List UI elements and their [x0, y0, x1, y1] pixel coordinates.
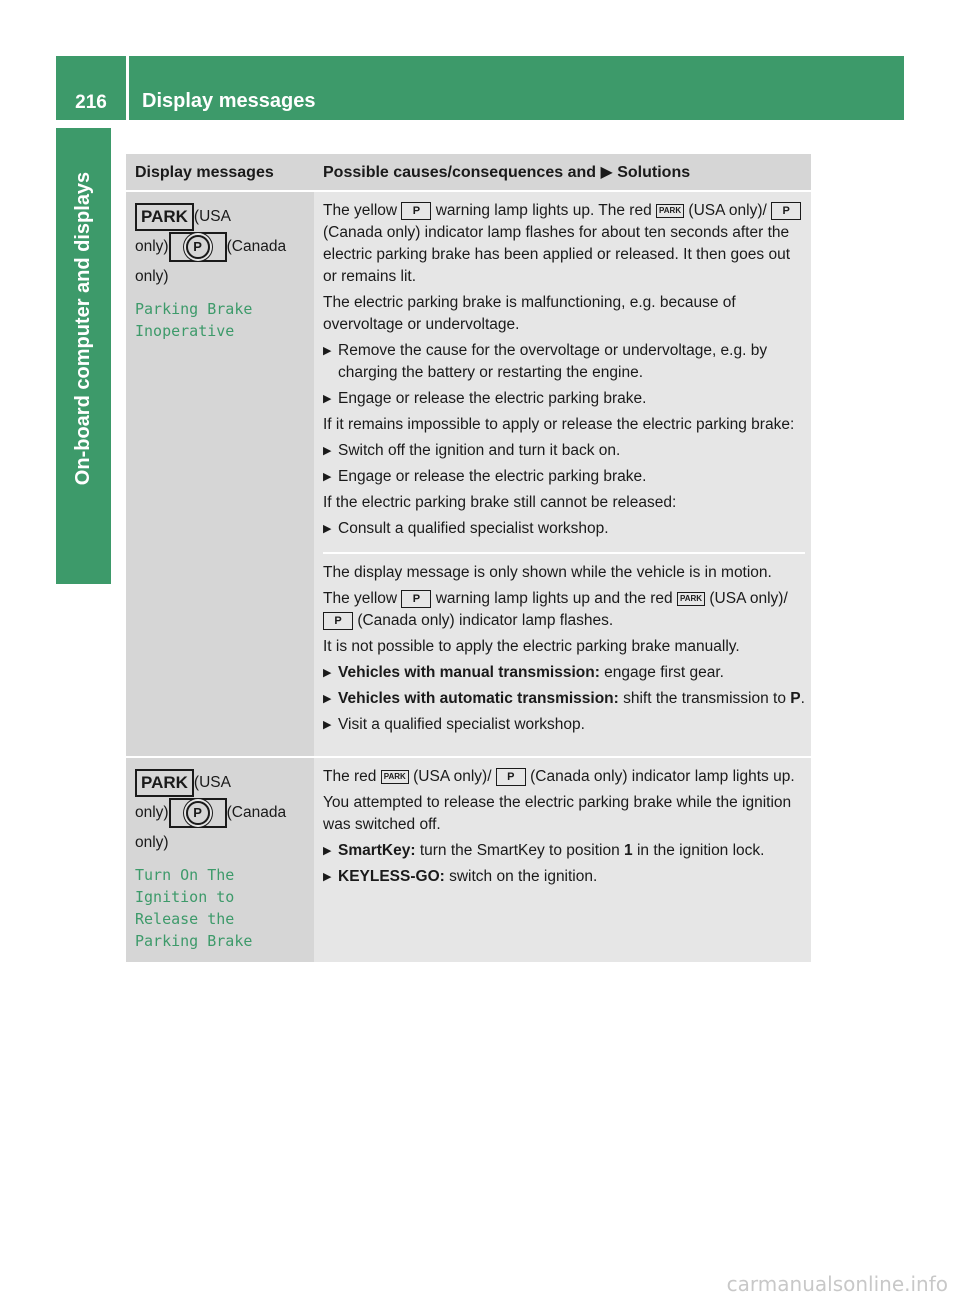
park-lamp-icon: PARK	[135, 769, 194, 797]
step-arrow-icon: ▶	[323, 471, 332, 483]
park-indicator-icon: PARK	[381, 770, 409, 784]
step-arrow-icon: ▶	[323, 719, 332, 731]
list-item: ▶ Remove the cause for the overvoltage or undervoltage, e.g. by charging the battery or restarting the engine.	[323, 340, 805, 384]
watermark: carmanualsonline.info	[726, 1272, 948, 1296]
step-arrow-icon: ▶	[323, 393, 332, 405]
solution-segment: The yellow P warning lamp lights up. The red PARK (USA only)/ P (Canada only) indicator lamp flashes for about ten seconds after the electric parking brake has been applied or released. It then goes out or remains lit. The electric parking brake is malfunctioning, e.g. because of overvoltage or undervoltage. ▶ Remove the cause for the overvoltage or undervoltage, e.g. by charging the battery or restarting the engine. ▶ Engage or release the electric parking brake. If it remains impossible to apply or release the electric parking brake: ▶ Switch off the ignition and turn it back on. ▶ Engage or release the electric parking brake. If the electric parking brake still cannot be released: ▶ Consult a qualified specialist workshop.	[323, 200, 805, 552]
list-item: ▶ KEYLESS-GO: switch on the ignition.	[323, 866, 805, 888]
page-number: 216	[75, 92, 107, 113]
solution-segment: The display message is only shown while the vehicle is in motion. The yellow P warning lamp lights up and the red PARK (USA only)/ P (Canada only) indicator lamp flashes. It is not possible to apply the electric parking brake manually. ▶ Vehicles with manual transmission: engage first gear. ▶ Vehicles with automatic transmission: shift the transmission to P. ▶ Visit a qualified specialist workshop.	[323, 552, 805, 748]
table-row	[126, 758, 811, 962]
list-item: ▶ Switch off the ignition and turn it back on.	[323, 440, 805, 462]
solution-segment: The red PARK (USA only)/ P (Canada only) indicator lamp lights up. You attempted to release the electric parking brake while the ignition was switched off. ▶ SmartKey: turn the SmartKey to position 1 in the ignition lock. ▶ KEYLESS-GO: switch on the ignition.	[323, 766, 805, 900]
list-item: ▶ Vehicles with manual transmission: engage first gear.	[323, 662, 805, 684]
messages-table	[126, 154, 811, 962]
parking-brake-warning-icon: P	[401, 202, 431, 220]
display-message-cell: PARK (USA only) P (Canada only) Turn On The Ignition to Release the Parking Brake	[126, 758, 314, 962]
display-message-text: Parking Brake Inoperative	[135, 300, 253, 341]
display-message-text: Turn On The Ignition to Release the Parking Brake	[135, 866, 253, 951]
parking-brake-lamp-icon: P	[169, 798, 227, 828]
park-indicator-icon: PARK	[677, 592, 705, 606]
parking-brake-lamp-icon: P	[169, 232, 227, 262]
parking-brake-indicator-icon: P	[496, 768, 526, 786]
list-item: ▶ Consult a qualified specialist workshop.	[323, 518, 805, 540]
display-message-cell: PARK (USA only) P (Canada only) Parking Brake Inoperative	[126, 192, 314, 756]
step-arrow-icon: ▶	[323, 523, 332, 535]
col-header-display-messages: Display messages	[126, 154, 314, 190]
header-divider	[126, 56, 129, 120]
table-header	[126, 154, 811, 192]
solutions-cell	[314, 758, 811, 962]
step-arrow-icon: ▶	[323, 845, 332, 857]
play-arrow-icon: ▶	[600, 164, 613, 181]
list-item: ▶ Visit a qualified specialist workshop.	[323, 714, 805, 736]
step-arrow-icon: ▶	[323, 667, 332, 679]
park-lamp-icon: PARK	[135, 203, 194, 231]
list-item: ▶ Engage or release the electric parking brake.	[323, 388, 805, 410]
list-item: ▶ Engage or release the electric parking brake.	[323, 466, 805, 488]
parking-brake-warning-icon: P	[401, 590, 431, 608]
side-tab-label-wrap	[56, 128, 111, 528]
table-row	[126, 192, 811, 758]
solutions-cell	[314, 192, 811, 756]
list-item: ▶ Vehicles with automatic transmission: shift the transmission to P.	[323, 688, 805, 710]
col-header-causes: Possible causes/consequences and ▶ Solutions	[323, 164, 691, 181]
list-item: ▶ SmartKey: turn the SmartKey to position 1 in the ignition lock.	[323, 840, 805, 862]
step-arrow-icon: ▶	[323, 345, 332, 357]
parking-brake-indicator-icon: P	[771, 202, 801, 220]
step-arrow-icon: ▶	[323, 871, 332, 883]
step-arrow-icon: ▶	[323, 445, 332, 457]
side-tab-label: On-board computer and displays	[72, 171, 95, 485]
park-indicator-icon: PARK	[656, 204, 684, 218]
page-title: Display messages	[142, 90, 316, 112]
parking-brake-indicator-icon: P	[323, 612, 353, 630]
step-arrow-icon: ▶	[323, 693, 332, 705]
